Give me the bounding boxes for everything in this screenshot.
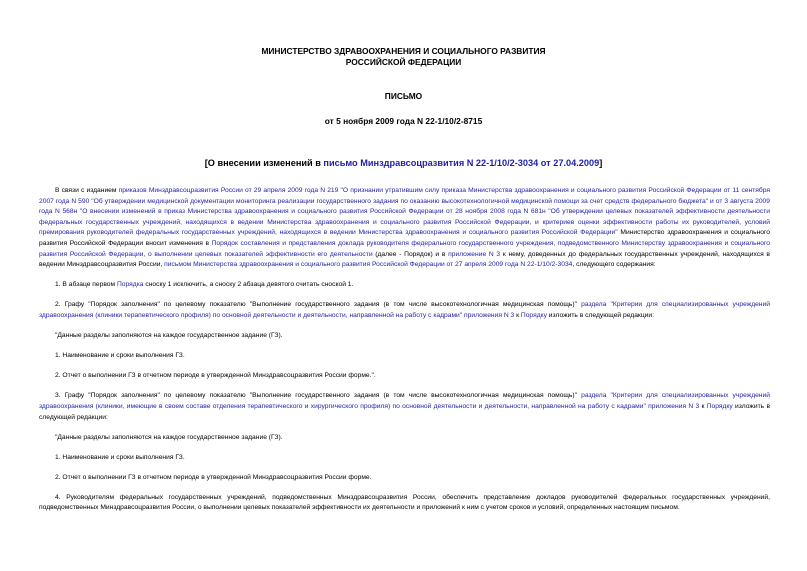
procedure-link[interactable]: Порядка: [117, 281, 144, 289]
text-segment: , следующего содержания:: [572, 261, 656, 269]
text-segment: Министерство здравоохранения и социального развития Российской Федерации вносит изменения в: [39, 229, 770, 247]
paragraph-quote-5: 1. Наименование и сроки выполнения ГЗ.: [55, 453, 185, 461]
procedure-link[interactable]: Порядок составления и представления доклада руководителя федерального государственного учреждения, подведомственного Министерству здравоохранения и социального развития Российской Федерации, о выполнении целевых показателей эффективности его деятельности: [39, 239, 771, 258]
paragraph-quote-4: "Данные разделы заполняются на каждое государственное задание (ГЗ).: [55, 433, 283, 441]
text-segment: 1. В абзаце первом: [55, 281, 117, 289]
document-type: ПИСЬМО: [384, 91, 423, 101]
text-segment: к: [699, 402, 707, 410]
text-segment: к нему, доведенных до федеральных государственных учреждений, находящихся в ведении Минздравсоцразвития России,: [39, 250, 770, 269]
text-segment: (далее - Порядок) и в: [372, 250, 449, 258]
ministry-line-1: МИНИСТЕРСТВО ЗДРАВООХРАНЕНИЯ И СОЦИАЛЬНОГО РАЗВИТИЯ: [261, 46, 546, 56]
paragraph-item-4: 4. Руководителям федеральных государственных учреждений, подведомственных Минздравсоцразвития России, обеспечить представление докладов руководителей федеральных государственных учреждений, подведомственных Минздравсоцразвития России, о выполнении целевых показателей эффективности их деятельности и приложений к ним с учетом сроков и условий, определенных настоящим письмом.: [39, 493, 770, 512]
text-segment: к: [514, 311, 521, 319]
section-criteria-link[interactable]: раздела "Критерии для специализированных учреждений здравоохранения (клиники терапевтического профиля) по основной деятельности и деятельности, направленной на работу с кадрами" приложения N 3: [39, 301, 770, 319]
ministry-heading: [0, 46, 807, 68]
text-segment: В связи с изданием: [55, 187, 119, 194]
appendix-3-link[interactable]: приложение N 3: [448, 250, 501, 258]
text-segment: сноску 1 исключить, а сноску 2 абзаца девятого считать сноской 1.: [143, 281, 354, 289]
procedure-link[interactable]: Порядку: [520, 311, 547, 319]
ministry-line-2: РОССИЙСКОЙ ФЕДЕРАЦИИ: [345, 57, 462, 67]
text-segment: изложить в следующей редакции:: [546, 311, 655, 319]
paragraph-quote-1: "Данные разделы заполняются на каждое государственное задание (ГЗ).: [55, 332, 283, 340]
paragraph-quote-6: 2. Отчет о выполнении ГЗ в отчетном периоде в утвержденной Минздравсоцразвития России форме.: [55, 473, 372, 481]
document-date-number: от 5 ноября 2009 года N 22-1/10/2-8715: [324, 116, 483, 126]
paragraph-quote-2: 1. Наименование и сроки выполнения ГЗ.: [55, 352, 185, 360]
document-subject: [0, 158, 807, 168]
section-criteria-link[interactable]: раздела "Критерии для специализированных учреждений здравоохранения (клиники, имеющие в своем составе отделения терапевтического и хирургического профиля) по основной деятельности и деятельности, направленной на работу с кадрами" приложения N 3: [39, 392, 770, 410]
orders-link[interactable]: приказов Минздравсоцразвития России от 29 апреля 2009 года N 219 "О признании утратившим силу приказа Министерства здравоохранения и социального развития Российской Федерации от 11 сентября 2007 года N 590 "Об утверждении медицинской документации мониторинга реализации государственного задания по оказанию высокотехнологичной медицинской помощи за счет средств федерального бюджета" и от 3 августа 2009 года N 568н "О внесении изменений в приказ Министерства здравоохранения и социального развития Российской Федерации от 28 ноября 2008 года N 681н "Об утверждении целевых показателей эффективности деятельности федеральных государственных учреждений, находящихся в ведении Министерства здравоохранения и социального развития Российской Федерации, и критериев оценки эффективности работы их руководителей, условий премирования руководителей федеральных государственных учреждений, находящихся в ведении Министерства здравоохранения и социального развития Российской Федерации": [39, 187, 770, 237]
paragraph-intro: [39, 186, 770, 271]
document-body: [39, 186, 770, 524]
subject-prefix: [О внесении изменений в: [204, 158, 324, 168]
procedure-link[interactable]: Порядку: [706, 402, 733, 410]
subject-suffix: ]: [599, 158, 603, 168]
paragraph-item-1: [39, 280, 770, 291]
letter-link[interactable]: письмом Министерства здравоохранения и социального развития Российской Федерации от 27 апреля 2009 года N 22-1/10/2-3034: [164, 261, 573, 269]
text-segment: изложить в следующей редакции:: [39, 402, 770, 421]
paragraph-quote-3: 2. Отчет о выполнении ГЗ в отчетном периоде в утвержденной Минздравсоцразвития России форме.".: [55, 372, 376, 380]
text-segment: 3. Графу "Порядок заполнения" по целевому показателю "Выполнение государственного задания (в том числе высокотехнологичная медицинская помощь)": [55, 392, 582, 400]
paragraph-item-3: [39, 391, 770, 423]
text-segment: 2. Графу "Порядок заполнения" по целевому показателю "Выполнение государственного задания (в том числе высокотехнологичная медицинская помощь)": [55, 301, 582, 309]
subject-link[interactable]: письмо Минздравсоцразвития N 22-1/10/2-3034 от 27.04.2009: [323, 158, 600, 168]
paragraph-item-2: [39, 300, 770, 321]
